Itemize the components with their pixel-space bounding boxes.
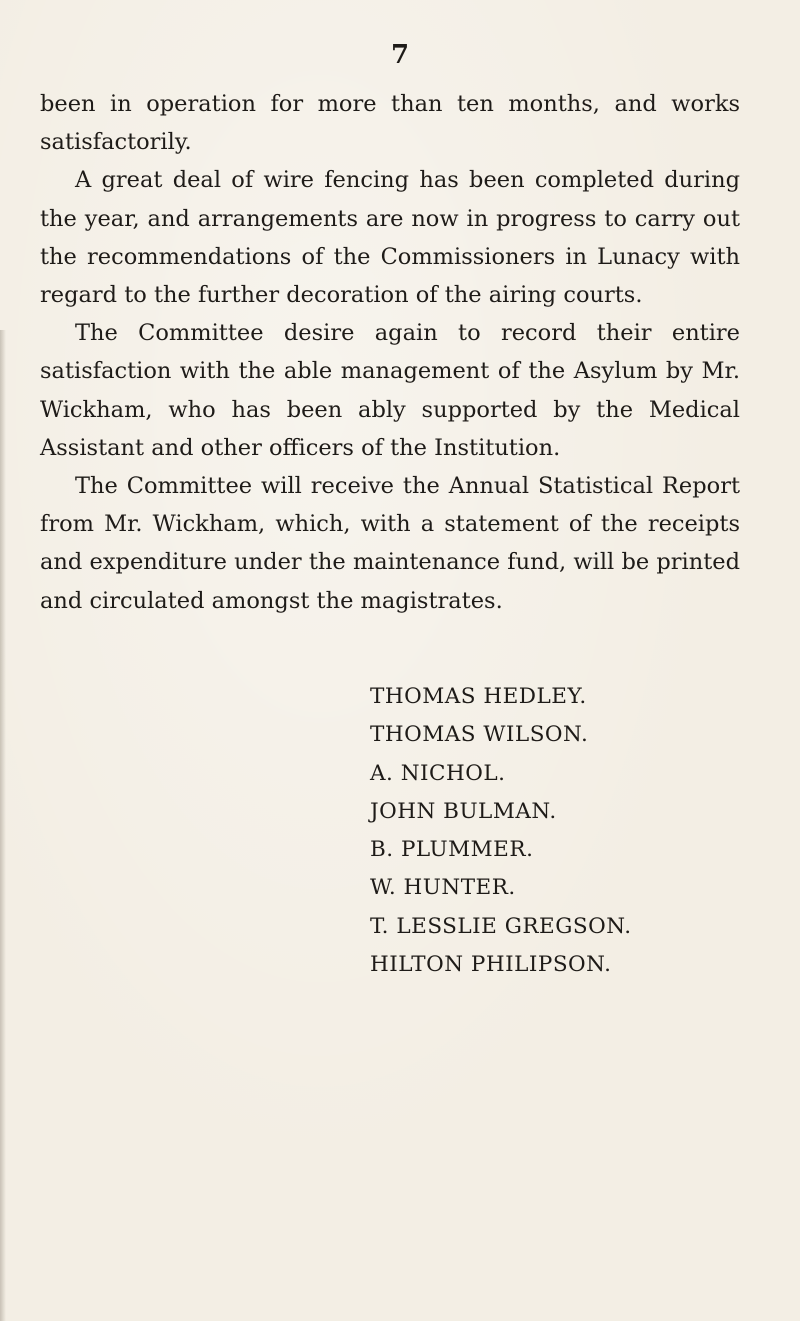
signatory: W. HUNTER. bbox=[370, 875, 516, 901]
binding-shadow bbox=[0, 330, 6, 1321]
signatory-list bbox=[370, 678, 770, 984]
signatory: THOMAS WILSON. bbox=[370, 722, 589, 748]
paragraph-wire-fencing: A great deal of wire fencing has been completed during the year, and arrangements are now in progress to carry out the recommendations of the Commissioners in Lunacy with regard to the further decoration of the airing courts. bbox=[40, 167, 740, 309]
paragraph-statistical-report: The Committee will receive the Annual Statistical Report from Mr. Wickham, which, with a statement of the receipts and expenditure under the maintenance fund, will be printed and circulated amongst the magistrates. bbox=[40, 473, 740, 614]
signatory: JOHN BULMAN. bbox=[370, 798, 557, 824]
signatory: B. PLUMMER. bbox=[370, 837, 534, 863]
report-body bbox=[40, 85, 740, 620]
signatory: T. LESSLIE GREGSON. bbox=[370, 913, 632, 939]
signatory: A. NICHOL. bbox=[370, 760, 506, 786]
signatory: HILTON PHILIPSON. bbox=[370, 952, 612, 978]
paragraph-continuation: been in operation for more than ten months, and works satisfactorily. bbox=[40, 91, 740, 156]
paragraph-management: The Committee desire again to record their entire satisfaction with the able management of the Asylum by Mr. Wickham, who has been ably supported by the Medical Assistant and other officers of the Institution. bbox=[40, 320, 740, 461]
signatory: THOMAS HEDLEY. bbox=[370, 684, 587, 709]
page-number: 7 bbox=[390, 40, 410, 70]
